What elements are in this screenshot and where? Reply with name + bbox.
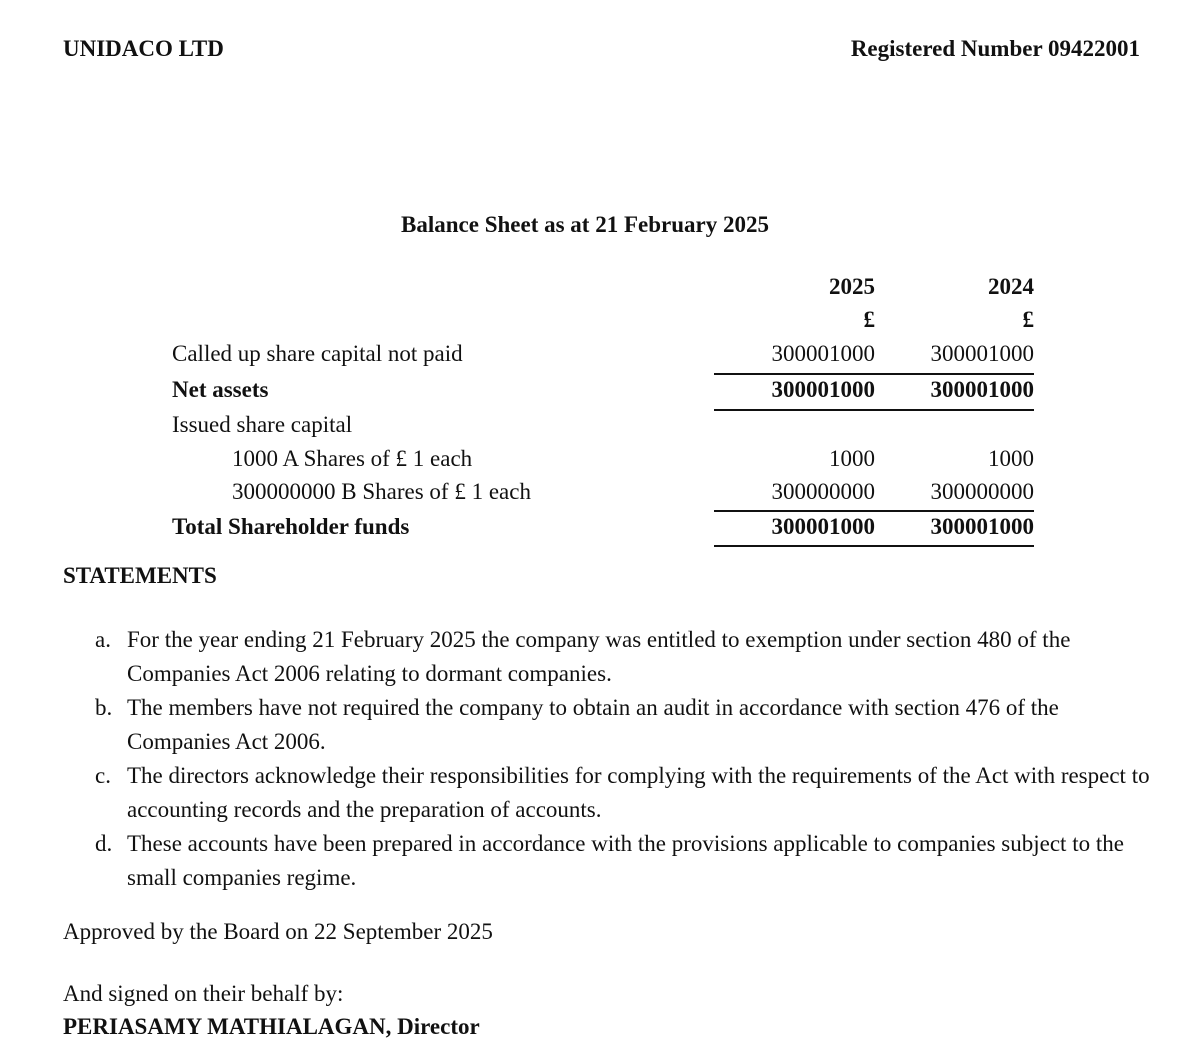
row-label-total-shareholder-funds: Total Shareholder funds (172, 514, 410, 539)
row-value-called-up-2025: 300001000 (771, 341, 875, 366)
row-label-b-shares: 300000000 B Shares of £ 1 each (232, 479, 531, 504)
row-value-a-shares-2025: 1000 (829, 446, 875, 471)
column-currency-2024: £ (1022, 307, 1034, 332)
balance-sheet-title: Balance Sheet as at 21 February 2025 (401, 212, 769, 237)
statement-text: The members have not required the company to obtain an audit in accordance with section 476 of the Companies Act 2006. (127, 695, 1059, 754)
statements-list (95, 623, 1155, 895)
statement-text: The directors acknowledge their responsibilities for complying with the requirements of the Act with respect to accounting records and the preparation of accounts. (127, 763, 1150, 822)
row-value-net-assets-2024: 300001000 (930, 377, 1034, 402)
statements-heading: STATEMENTS (63, 563, 217, 588)
column-year-2025: 2025 (829, 274, 875, 299)
statement-item (95, 691, 1155, 758)
row-value-total-funds-2024: 300001000 (930, 514, 1034, 539)
total-funds-bottom-rule (714, 545, 1034, 547)
row-label-called-up-share-capital: Called up share capital not paid (172, 341, 463, 366)
statement-item (95, 759, 1155, 826)
row-label-net-assets: Net assets (172, 377, 269, 402)
row-value-net-assets-2025: 300001000 (771, 377, 875, 402)
statement-text: These accounts have been prepared in accordance with the provisions applicable to companies subject to the small companies regime. (127, 831, 1124, 890)
statement-text: For the year ending 21 February 2025 the company was entitled to exemption under section 480 of the Companies Act 2006 relating to dormant companies. (127, 627, 1071, 686)
row-label-a-shares: 1000 A Shares of £ 1 each (232, 446, 473, 471)
row-value-b-shares-2024: 300000000 (930, 479, 1034, 504)
total-funds-top-rule (714, 510, 1034, 512)
row-value-b-shares-2025: 300000000 (771, 479, 875, 504)
registered-number: Registered Number 09422001 (850, 36, 1140, 61)
company-name: UNIDACO LTD (63, 36, 224, 61)
statement-letter: b. (95, 695, 113, 720)
signed-on-behalf-text: And signed on their behalf by: (63, 981, 344, 1006)
statement-letter: d. (95, 831, 113, 856)
row-value-total-funds-2025: 300001000 (771, 514, 875, 539)
net-assets-top-rule (714, 373, 1034, 375)
statement-item (95, 827, 1155, 894)
statement-letter: a. (95, 627, 111, 652)
statement-item (95, 623, 1155, 690)
column-currency-2025: £ (863, 307, 875, 332)
net-assets-bottom-rule (714, 409, 1034, 411)
approval-text: Approved by the Board on 22 September 2025 (63, 919, 493, 944)
row-value-called-up-2024: 300001000 (930, 341, 1034, 366)
statement-letter: c. (95, 763, 111, 788)
column-year-2024: 2024 (988, 274, 1034, 299)
row-value-a-shares-2024: 1000 (988, 446, 1034, 471)
row-label-issued-share-capital: Issued share capital (172, 412, 353, 437)
director-name: PERIASAMY MATHIALAGAN, Director (63, 1014, 480, 1039)
